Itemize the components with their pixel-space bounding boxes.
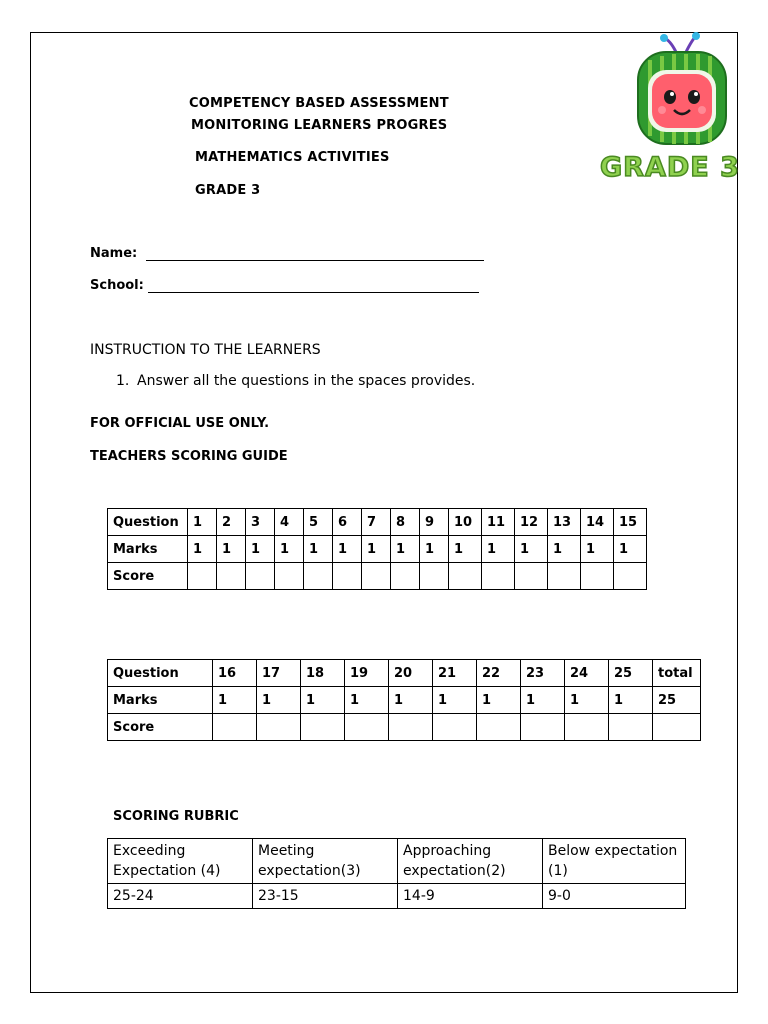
mark-value: 1 <box>449 536 482 563</box>
rubric-range: 23-15 <box>253 884 398 909</box>
mark-value: 1 <box>565 687 609 714</box>
scoring-guide-title: TEACHERS SCORING GUIDE <box>90 449 288 464</box>
question-number: 22 <box>477 660 521 687</box>
row-label: Marks <box>108 687 213 714</box>
title-line-1: COMPETENCY BASED ASSESSMENT <box>189 96 449 111</box>
total-score-cell[interactable] <box>653 714 701 741</box>
question-number: 8 <box>391 509 420 536</box>
table-row <box>108 884 686 909</box>
row-label: Question <box>108 660 213 687</box>
question-number: 6 <box>333 509 362 536</box>
subject-title: MATHEMATICS ACTIVITIES <box>195 150 390 165</box>
question-number: 13 <box>548 509 581 536</box>
mark-value: 1 <box>515 536 548 563</box>
rubric-header <box>543 839 686 884</box>
score-cell[interactable] <box>304 563 333 590</box>
score-cell[interactable] <box>257 714 301 741</box>
official-use-label: FOR OFFICIAL USE ONLY. <box>90 416 270 431</box>
mark-value: 1 <box>304 536 333 563</box>
mark-value: 1 <box>246 536 275 563</box>
rubric-header-line: expectation(2) <box>403 863 506 879</box>
score-cell[interactable] <box>188 563 217 590</box>
question-number: 17 <box>257 660 301 687</box>
rubric-header-line: Exceeding <box>113 843 186 859</box>
school-field[interactable] <box>148 292 479 293</box>
question-number: 24 <box>565 660 609 687</box>
rubric-header-line: Below expectation <box>548 843 678 859</box>
row-label: Question <box>108 509 188 536</box>
scoring-table-2 <box>107 659 701 741</box>
score-cell[interactable] <box>391 563 420 590</box>
mark-value: 1 <box>614 536 647 563</box>
question-number: 2 <box>217 509 246 536</box>
score-cell[interactable] <box>449 563 482 590</box>
question-number: 1 <box>188 509 217 536</box>
score-cell[interactable] <box>515 563 548 590</box>
rubric-range: 25-24 <box>108 884 253 909</box>
rubric-header-line: Meeting <box>258 843 315 859</box>
mark-value: 1 <box>389 687 433 714</box>
score-cell[interactable] <box>565 714 609 741</box>
mark-value: 1 <box>217 536 246 563</box>
question-number: 25 <box>609 660 653 687</box>
score-cell[interactable] <box>362 563 391 590</box>
mark-value: 1 <box>257 687 301 714</box>
table-row <box>108 563 647 590</box>
table-row <box>108 660 701 687</box>
rubric-header-line: expectation(3) <box>258 863 361 879</box>
table-row <box>108 714 701 741</box>
row-label: Score <box>108 714 213 741</box>
mark-value: 1 <box>391 536 420 563</box>
question-number: 23 <box>521 660 565 687</box>
question-number: 7 <box>362 509 391 536</box>
score-cell[interactable] <box>521 714 565 741</box>
score-cell[interactable] <box>217 563 246 590</box>
row-label: Score <box>108 563 188 590</box>
name-label: Name: <box>90 246 138 261</box>
mark-value: 1 <box>301 687 345 714</box>
question-number: 3 <box>246 509 275 536</box>
scoring-table-1 <box>107 508 647 590</box>
table-row <box>108 509 647 536</box>
mark-value: 1 <box>548 536 581 563</box>
score-cell[interactable] <box>581 563 614 590</box>
question-number: 16 <box>213 660 257 687</box>
question-number: 21 <box>433 660 477 687</box>
total-header: total <box>653 660 701 687</box>
mark-value: 1 <box>333 536 362 563</box>
rubric-header <box>108 839 253 884</box>
score-cell[interactable] <box>275 563 304 590</box>
question-number: 4 <box>275 509 304 536</box>
grade-label: GRADE 3 <box>195 183 261 198</box>
rubric-header-line: Approaching <box>403 843 492 859</box>
question-number: 20 <box>389 660 433 687</box>
rubric-range: 9-0 <box>543 884 686 909</box>
question-number: 12 <box>515 509 548 536</box>
score-cell[interactable] <box>548 563 581 590</box>
title-line-2: MONITORING LEARNERS PROGRES <box>191 118 448 133</box>
table-row <box>108 839 686 884</box>
name-field[interactable] <box>146 260 484 261</box>
school-label: School: <box>90 278 144 293</box>
score-cell[interactable] <box>246 563 275 590</box>
score-cell[interactable] <box>333 563 362 590</box>
rubric-range: 14-9 <box>398 884 543 909</box>
rubric-table <box>107 838 686 909</box>
instruction-number: 1. <box>116 373 130 389</box>
mark-value: 1 <box>521 687 565 714</box>
score-cell[interactable] <box>389 714 433 741</box>
mark-value: 1 <box>345 687 389 714</box>
instructions-title: INSTRUCTION TO THE LEARNERS <box>90 342 321 358</box>
score-cell[interactable] <box>477 714 521 741</box>
mark-value: 1 <box>609 687 653 714</box>
question-number: 15 <box>614 509 647 536</box>
mark-value: 1 <box>213 687 257 714</box>
score-cell[interactable] <box>301 714 345 741</box>
mark-value: 1 <box>433 687 477 714</box>
score-cell[interactable] <box>433 714 477 741</box>
mark-value: 1 <box>420 536 449 563</box>
mark-value: 1 <box>188 536 217 563</box>
score-cell[interactable] <box>482 563 515 590</box>
question-number: 10 <box>449 509 482 536</box>
mark-value: 1 <box>581 536 614 563</box>
question-number: 18 <box>301 660 345 687</box>
question-number: 14 <box>581 509 614 536</box>
question-number: 5 <box>304 509 333 536</box>
mark-value: 1 <box>362 536 391 563</box>
question-number: 11 <box>482 509 515 536</box>
watermelon-character-icon <box>632 30 732 150</box>
rubric-header <box>398 839 543 884</box>
score-cell[interactable] <box>213 714 257 741</box>
rubric-header <box>253 839 398 884</box>
score-cell[interactable] <box>345 714 389 741</box>
question-number: 9 <box>420 509 449 536</box>
rubric-header-line: Expectation (4) <box>113 863 221 879</box>
row-label: Marks <box>108 536 188 563</box>
score-cell[interactable] <box>609 714 653 741</box>
score-cell[interactable] <box>614 563 647 590</box>
mark-value: 1 <box>482 536 515 563</box>
instruction-text: Answer all the questions in the spaces provides. <box>137 373 476 389</box>
table-row <box>108 536 647 563</box>
rubric-header-line: (1) <box>548 863 568 879</box>
mark-value: 1 <box>275 536 304 563</box>
grade-badge: GRADE 3 <box>600 152 740 183</box>
rubric-title: SCORING RUBRIC <box>113 809 239 824</box>
question-number: 19 <box>345 660 389 687</box>
table-row <box>108 687 701 714</box>
total-marks: 25 <box>653 687 701 714</box>
score-cell[interactable] <box>420 563 449 590</box>
mark-value: 1 <box>477 687 521 714</box>
